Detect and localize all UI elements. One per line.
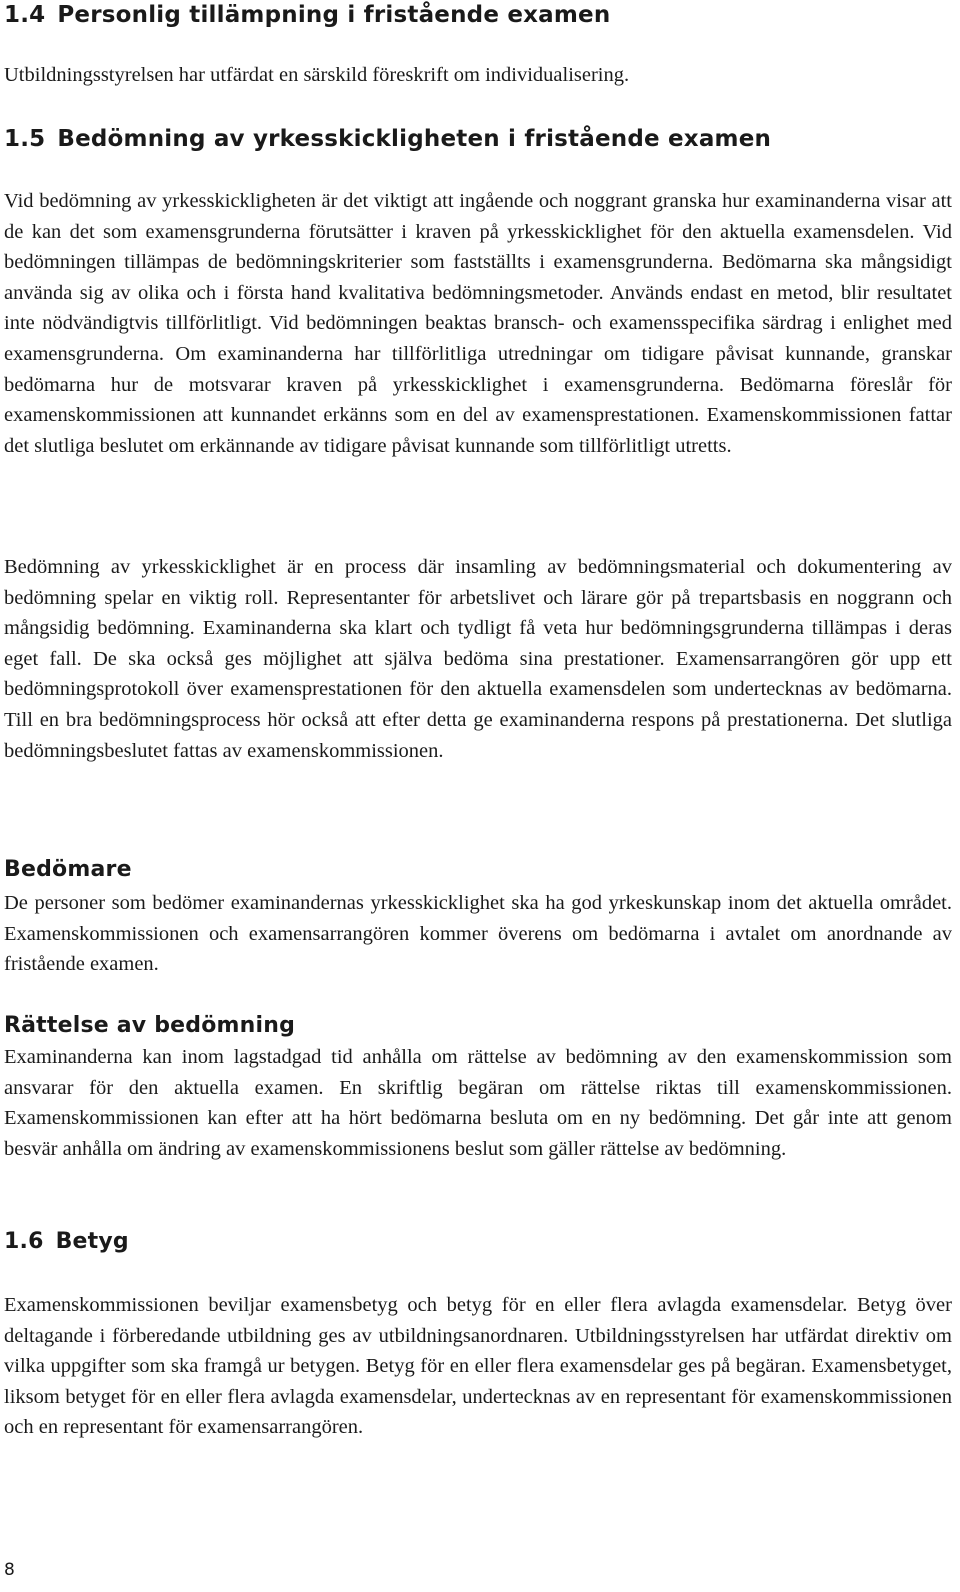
section-number: 1.5: [4, 126, 46, 152]
paragraph-bedomning-1: Vid bedömning av yrkesskickligheten är det viktigt att ingående och noggrant granska hur examinanderna visar att de kan det som examensgrunderna förutsätter i kraven på yrkesskicklighet för den aktuella examensdelen. Vid bedömningen tillämpas de bedömningskriterier som fastställts i examensgrunderna. Bedömarna ska mångsidigt använda sig av olika och i första hand kvalitativa bedömningsmetoder. Används endast en metod, blir resultatet inte nödvändigtvis tillförlitligt. Vid bedömningen beaktas bransch- och examensspecifika särdrag i enlighet med examensgrunderna. Om examinanderna har tillförlitliga utredningar om tidigare påvisat kunnande, granskar bedömarna hur de motsvarar kraven på yrkesskicklighet i examensgrunderna. Bedömarna föreslår för examenskommissionen att kunnandet erkänns som en del av examensprestationen. Examenskommissionen fattar det slutliga beslutet om erkännande av tidigare påvisat kunnande som tillförlitligt utretts.: [4, 190, 952, 457]
paragraph-bedomare: De personer som bedömer examinandernas yrkesskicklighet ska ha god yrkeskunskap inom det aktuella området. Examenskommissionen och examensarrangören kommer överens om bedömarna i avtalet om anordnande av fristående examen.: [4, 892, 952, 976]
section-heading-1-5: [4, 124, 771, 154]
section-number: 1.6: [4, 1229, 44, 1254]
section-title: Bedömning av yrkesskickligheten i fristående examen: [57, 126, 772, 152]
section-title: Personlig tillämpning i fristående examen: [57, 2, 611, 28]
paragraph-individualisering: Utbildningsstyrelsen har utfärdat en särskild föreskrift om individualisering.: [4, 64, 630, 86]
section-title: Betyg: [55, 1229, 129, 1254]
section-heading-1-4: [4, 0, 610, 30]
paragraph-bedomning-2: Bedömning av yrkesskicklighet är en process där insamling av bedömningsmaterial och dokumentering av bedömning spelar en viktig roll. Representanter för arbetslivet och lärare gör på trepartsbasis en noggrann och mångsidig bedömning. Examinanderna ska klart och tydligt få veta hur bedömningsgrunderna tillämpas i deras eget fall. De ska också ges möjlighet att själva bedöma sina prestationer. Examensarrangören gör upp ett bedömningsprotokoll över examensprestationen för den aktuella examensdelen som undertecknas av bedömarna. Till en bra bedömningsprocess hör också att efter detta ge examinanderna respons på prestationerna. Det slutliga bedömningsbeslutet fattas av examenskommissionen.: [4, 556, 952, 762]
paragraph-rattelse: Examinanderna kan inom lagstadgad tid anhålla om rättelse av bedömning av den examenskommission som ansvarar för den aktuella examen. En skriftlig begäran om rättelse riktas till examenskommissionen. Examenskommissionen kan efter att ha hört bedömarna besluta om en ny bedömning. Det går inte att genom besvär anhålla om ändring av examenskommissionens beslut som gäller rättelse av bedömning.: [4, 1046, 952, 1160]
section-heading-1-6: [4, 1228, 129, 1256]
subheading-bedomare: Bedömare: [4, 857, 132, 882]
page-number: 8: [4, 1560, 15, 1580]
paragraph-betyg: Examenskommissionen beviljar examensbetyg och betyg för en eller flera avlagda examensdelar. Betyg över deltagande i förberedande utbildning ges av utbildningsanordnaren. Utbildningsstyrelsen har utfärdat direktiv om vilka uppgifter som ska framgå ur betygen. Betyg för en eller flera examensdelar ges på begäran. Examensbetyget, liksom betyget för en eller flera avlagda examensdelar, undertecknas av en representant för examenskommissionen och en representant för examensarrangören.: [4, 1294, 952, 1439]
subheading-rattelse: Rättelse av bedömning: [4, 1013, 296, 1038]
section-number: 1.4: [4, 2, 46, 28]
